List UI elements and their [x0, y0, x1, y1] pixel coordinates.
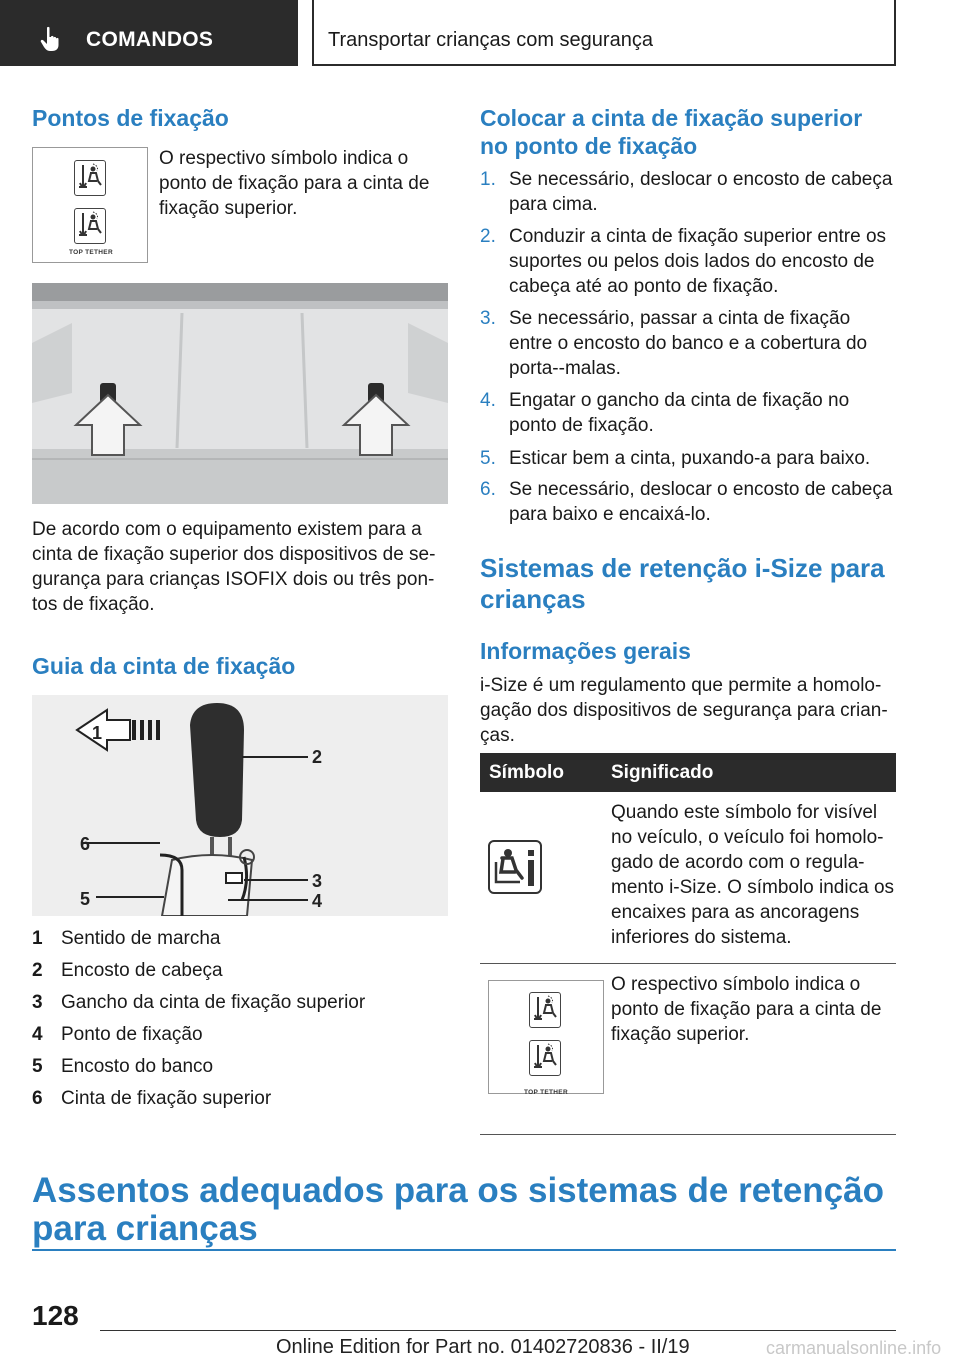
page-number: 128 — [32, 1300, 79, 1331]
suitable-seats-heading: Assentos adequados para os sistemas de retenção para crianças — [32, 1171, 884, 1248]
footer-divider — [100, 1330, 896, 1331]
place-strap-heading: Colocar a cinta de fixação superior no ponto de fixação — [480, 105, 863, 159]
svg-text:6: 6 — [80, 834, 91, 854]
tether-anchor-icon — [74, 208, 106, 244]
meaning-cell: O respectivo símbolo indica o ponto de fixação para a cinta de fixação superior. — [602, 963, 896, 1134]
tether-anchor-icon — [529, 992, 561, 1028]
page-header — [0, 0, 960, 66]
guide-heading: Guia da cinta de fixação — [32, 653, 296, 679]
symbol-table — [480, 753, 896, 1135]
hand-pointer-icon — [40, 26, 62, 52]
general-info-text: i-Size é um regulamento que permite a homolo-gação dos dispositivos de segurança para crian-ças. — [480, 675, 888, 746]
watermark: carmanualsonline.info — [766, 1338, 942, 1358]
anchor-points-heading: Pontos de fixação — [32, 105, 229, 131]
svg-text:1: 1 — [92, 723, 103, 743]
isize-icon — [488, 840, 542, 894]
col-symbol-header: Símbolo — [480, 753, 602, 792]
section-label: COMANDOS — [86, 28, 214, 51]
heading-underline — [32, 1249, 896, 1251]
top-tether-label: TOP TETHER — [524, 1088, 568, 1096]
meaning-cell: Quando este símbolo for visível no veículo, o veículo foi homolo-gado de acordo com o regula-mento i-Size. O símbolo indica os encaixes para as ancoragens inferiores do sistema. — [602, 792, 896, 963]
svg-text:2: 2 — [312, 747, 323, 767]
chapter-title: Transportar crianças com segurança — [328, 29, 653, 51]
top-tether-label: TOP TETHER — [69, 249, 113, 256]
svg-text:4: 4 — [312, 891, 323, 911]
svg-text:3: 3 — [312, 871, 323, 891]
edition-text: Online Edition for Part no. 01402720836 - II/19 — [276, 1336, 690, 1358]
isize-heading: Sistemas de retenção i-Size para crianças — [480, 553, 885, 614]
section-tab — [0, 0, 298, 66]
headrest-diagram — [32, 695, 448, 916]
anchor-description: O respectivo símbolo indica o ponto de fixação para a cinta de fixação superior. — [159, 148, 430, 219]
top-tether-symbol-box — [488, 980, 604, 1094]
top-tether-symbol-box — [32, 147, 148, 263]
table-header-row — [480, 753, 896, 792]
chapter-tab — [312, 0, 896, 66]
tether-anchor-icon — [529, 1040, 561, 1076]
trunk-anchor-photo — [32, 283, 448, 504]
symbol-cell — [480, 792, 602, 963]
svg-text:5: 5 — [80, 889, 91, 909]
col-meaning-header: Significado — [602, 753, 896, 792]
symbol-cell — [480, 963, 602, 1134]
table-row — [480, 963, 896, 1134]
table-row — [480, 792, 896, 963]
equipment-description: De acordo com o equipamento existem para a cinta de fixação superior dos dispositivos de se-gurança para crianças ISOFIX dois ou três pon-tos de fixação. — [32, 519, 436, 615]
general-info-heading: Informações gerais — [480, 638, 691, 664]
tether-anchor-icon — [74, 160, 106, 196]
